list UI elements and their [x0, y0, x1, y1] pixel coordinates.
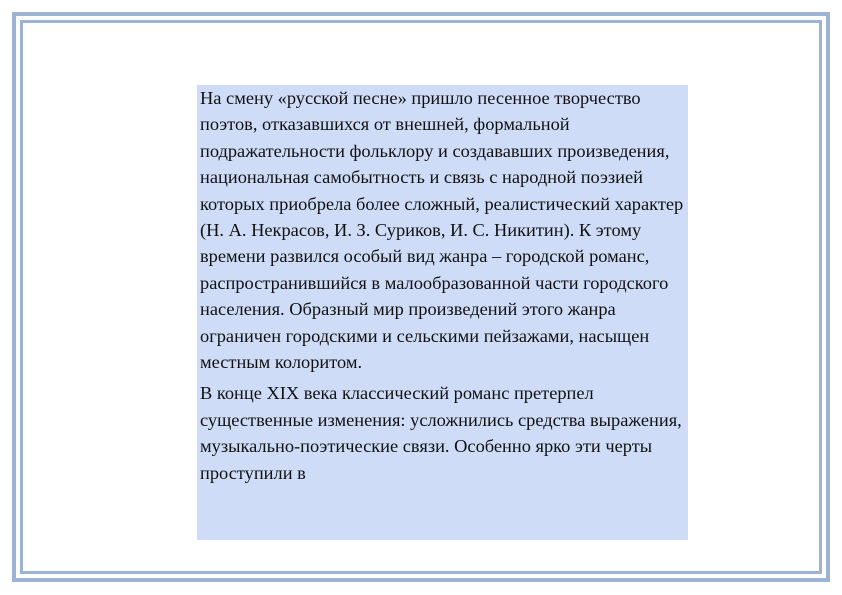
- paragraph-2: В конце XIX века классический романс претерпел существенные изменения: усложнились средства выражения, музыкально-поэтические связи. Особенно ярко эти черты проступили в: [200, 383, 682, 483]
- text-box[interactable]: [197, 85, 688, 540]
- paragraph-1: На смену «русской песне» пришло песенное творчество поэтов, отказавшихся от внешней, формальной подражательности фольклору и создававших произведения, национальная самобытность и связь с народной поэзией которых приобрела более сложный, реалистический характер (Н. А. Некрасов, И. З. Суриков, И. С. Никитин). К этому времени развился особый вид жанра – городской романс, распространившийся в малообразованной части городского населения. Образный мир произведений этого жанра ограничен городскими и сельскими пейзажами, насыщен местным колоритом.: [200, 88, 684, 373]
